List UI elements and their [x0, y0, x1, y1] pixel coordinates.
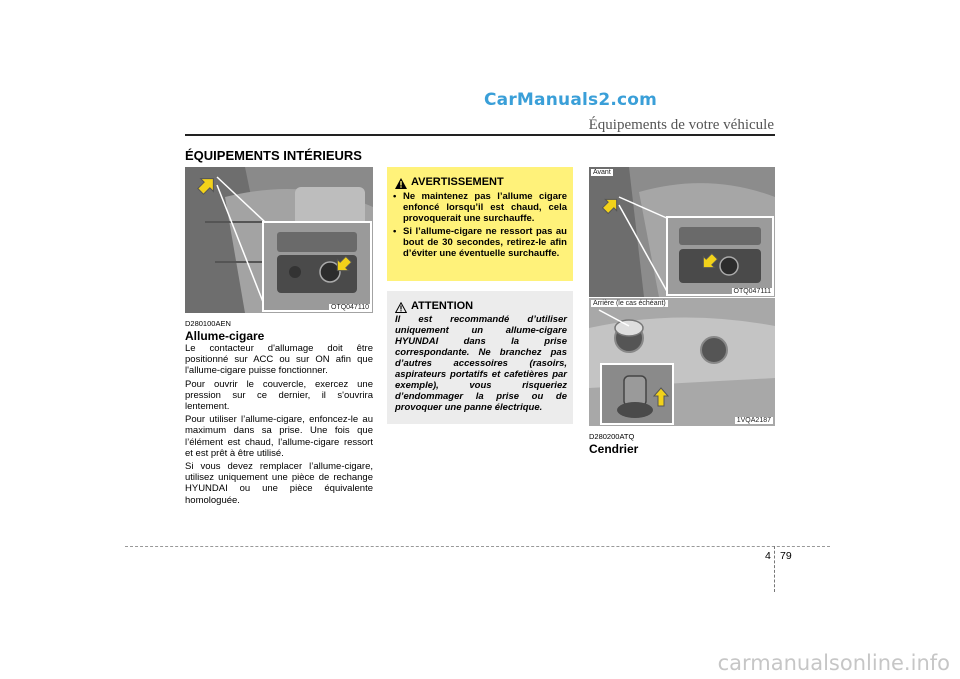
page-number: 79	[780, 550, 792, 562]
reference-code: D280200ATQ	[589, 432, 635, 441]
section-title: ÉQUIPEMENTS INTÉRIEURS	[185, 148, 362, 163]
attention-title: ATTENTION	[411, 300, 474, 312]
attention-text: Il est recommandé d’utiliser uniquement un allume-cigare HYUNDAI dans la prise correspondante. Ne branchez pas d’autres accessoires (rasoirs, aspirateurs portatifs et cafetières par exemple), vous risqueriez d’endommager la prise ou de provoquer une panne électrique.	[395, 314, 567, 413]
ashtray-rear-photo	[589, 298, 775, 426]
warning-box	[387, 167, 573, 281]
ashtray-front-photo	[589, 167, 775, 297]
section-heading-cigar-lighter: Allume-cigare	[185, 329, 265, 343]
paragraph: Le contacteur d'allumage doit être positionné sur ACC ou sur ON afin que l'allume-cigare puisse fonctionner.	[185, 343, 373, 377]
paragraph: Pour utiliser l’allume-cigare, enfoncez-le au maximum dans sa prise. Une fois que l’élément est chaud, l’allume-cigare ressort et est prêt à être utilisé.	[185, 414, 373, 459]
cigar-lighter-body	[185, 343, 373, 508]
attention-box	[387, 291, 573, 424]
photo-code: 1VQA2187	[736, 417, 771, 424]
reference-code: D280100AEN	[185, 319, 231, 328]
photo-label-front: Avant	[593, 169, 611, 176]
warning-title: AVERTISSEMENT	[411, 176, 504, 188]
chapter-number: 4	[765, 550, 771, 562]
warning-item: • Ne maintenez pas l’allume cigare enfoncé lorsqu’il est chaud, cela provoquerait une surchauffe.	[393, 191, 567, 224]
paragraph: Pour ouvrir le couvercle, exercez une pression sur ce dernier, il s'ouvrira lentement.	[185, 378, 373, 413]
footer-divider	[125, 546, 830, 547]
footer-vertical-divider	[774, 546, 775, 592]
paragraph: Si vous devez remplacer l’allume-cigare, utilisez uniquement une pièce de rechange HYUNDAI ou une pièce équivalente homologuée.	[185, 461, 373, 506]
warning-item: • Si l’allume-cigare ne ressort pas au bout de 30 secondes, retirez-le afin d’éviter une éventuelle surchauffe.	[393, 226, 567, 259]
photo-label-rear: Arrière (le cas échéant)	[593, 300, 666, 307]
section-heading-ashtray: Cendrier	[589, 442, 639, 456]
page-header-title: Équipements de votre véhicule	[588, 117, 774, 133]
warning-list	[393, 191, 567, 261]
photo-code: OTQ047111	[733, 288, 771, 295]
photo-code: OTQ047110	[330, 304, 369, 311]
watermark-bottom[interactable]: carmanualsonline.info	[717, 651, 950, 675]
watermark-top[interactable]: CarManuals2.com	[484, 90, 658, 110]
cigarette-lighter-photo	[185, 167, 373, 313]
header-rule	[185, 134, 775, 136]
